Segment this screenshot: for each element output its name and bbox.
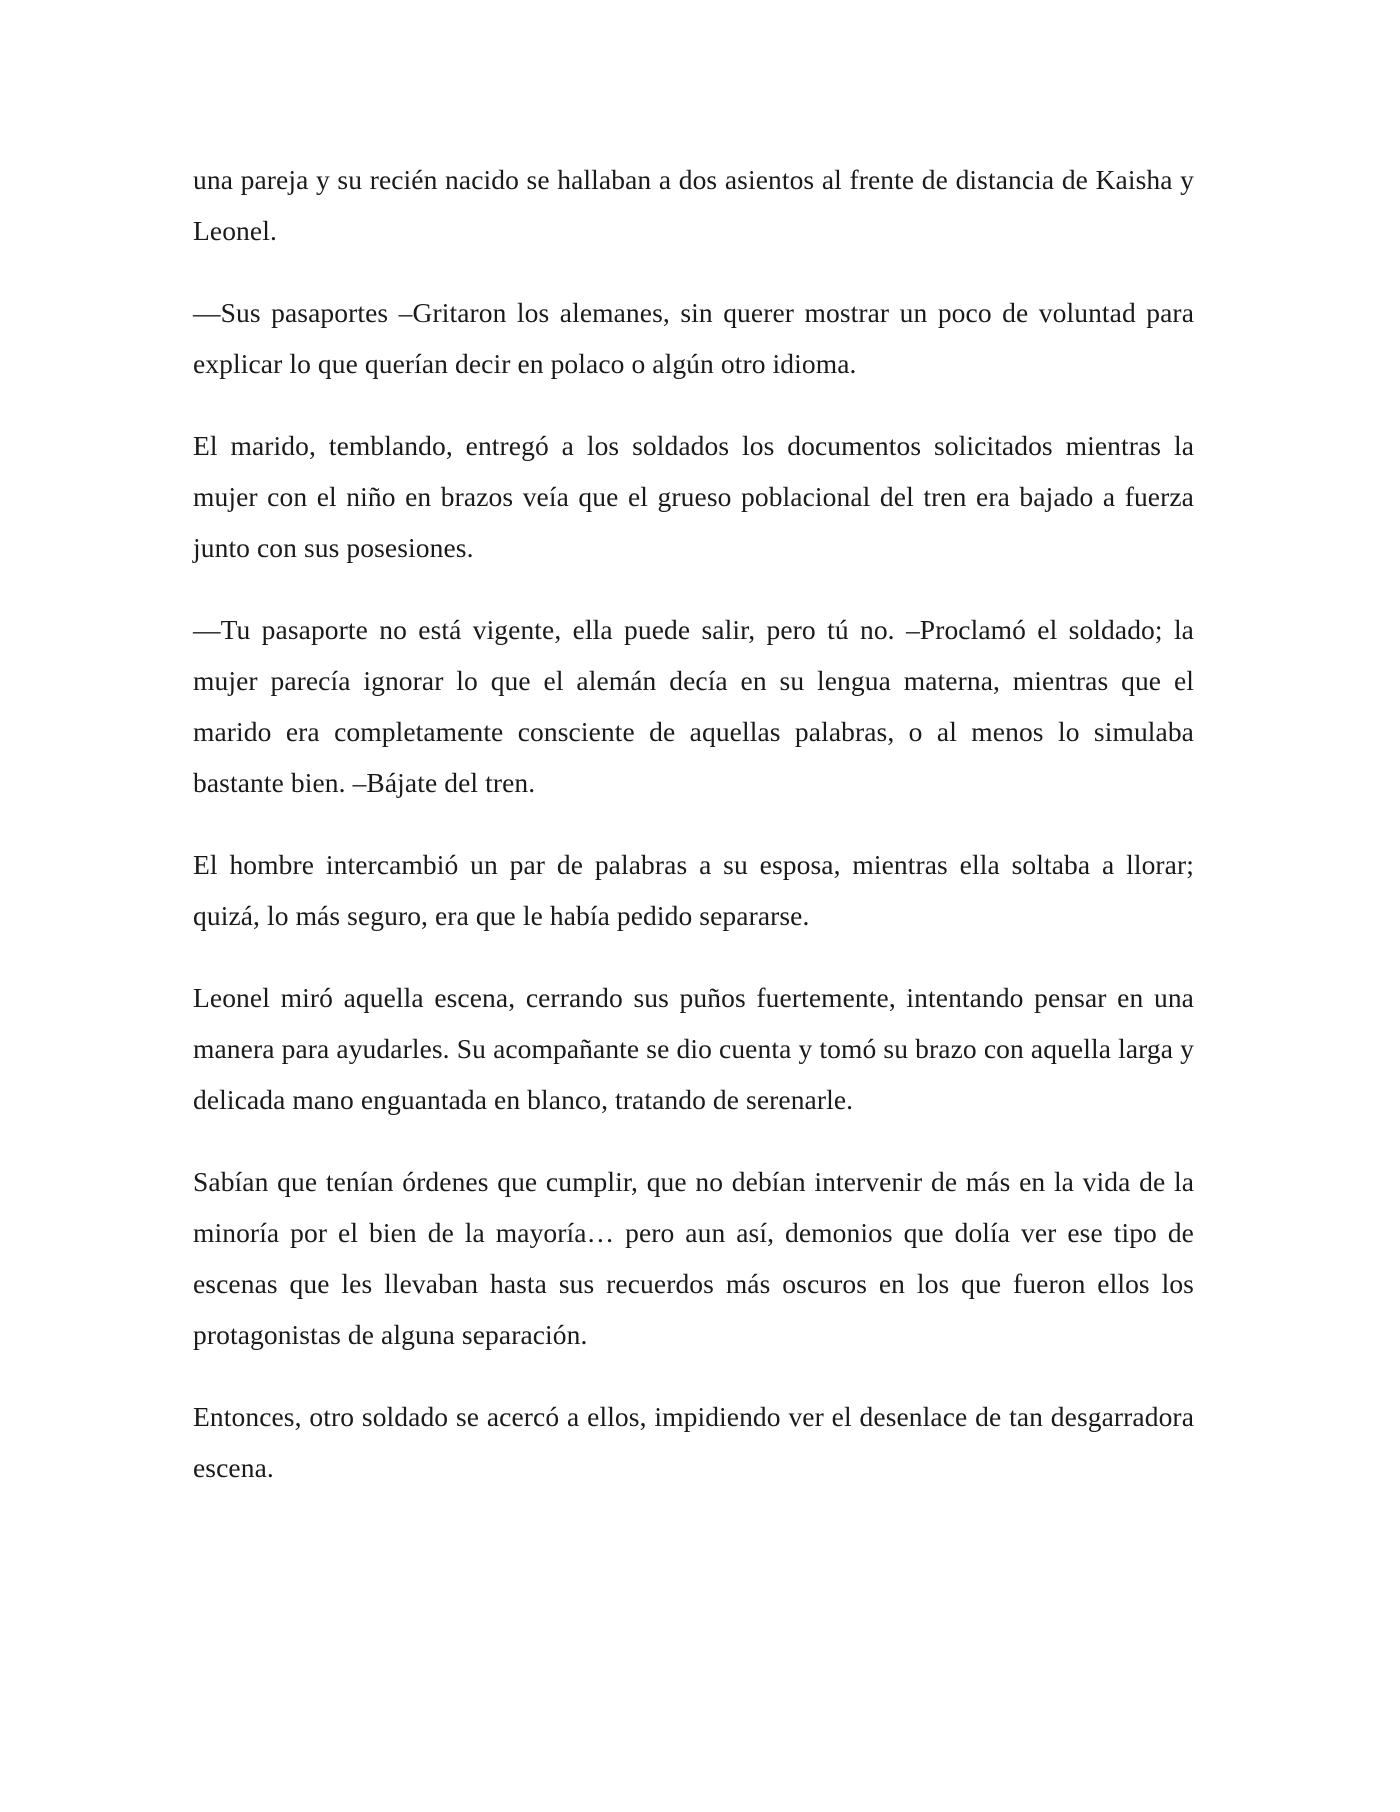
- paragraph-7: Sabían que tenían órdenes que cumplir, que no debían intervenir de más en la vida de la minoría por el bien de la mayoría… pero aun así, demonios que dolía ver ese tipo de escenas que les llevaban hasta sus recuerdos más oscuros en los que fueron ellos los protagonistas de alguna separación.: [193, 1166, 1194, 1350]
- paragraph-1: una pareja y su recién nacido se hallaban a dos asientos al frente de distancia de Kaisha y Leonel.: [193, 164, 1194, 246]
- paragraph-3: El marido, temblando, entregó a los soldados los documentos solicitados mientras la mujer con el niño en brazos veía que el grueso poblacional del tren era bajado a fuerza junto con sus posesiones.: [193, 430, 1194, 563]
- paragraph-4: —Tu pasaporte no está vigente, ella puede salir, pero tú no. –Proclamó el soldado; la mujer parecía ignorar lo que el alemán decía en su lengua materna, mientras que el marido era completamente consciente de aquellas palabras, o al menos lo simulaba bastante bien. –Bájate del tren.: [193, 614, 1194, 798]
- paragraph-5: El hombre intercambió un par de palabras a su esposa, mientras ella soltaba a llorar; quizá, lo más seguro, era que le había pedido separarse.: [193, 849, 1194, 931]
- paragraph-6: Leonel miró aquella escena, cerrando sus puños fuertemente, intentando pensar en una manera para ayudarles. Su acompañante se dio cuenta y tomó su brazo con aquella larga y delicada mano enguantada en blanco, tratando de serenarle.: [193, 982, 1194, 1115]
- paragraph-8: Entonces, otro soldado se acercó a ellos, impidiendo ver el desenlace de tan desgarradora escena.: [193, 1401, 1194, 1483]
- paragraph-2: —Sus pasaportes –Gritaron los alemanes, sin querer mostrar un poco de voluntad para explicar lo que querían decir en polaco o algún otro idioma.: [193, 297, 1194, 379]
- body-text: [193, 154, 1194, 1493]
